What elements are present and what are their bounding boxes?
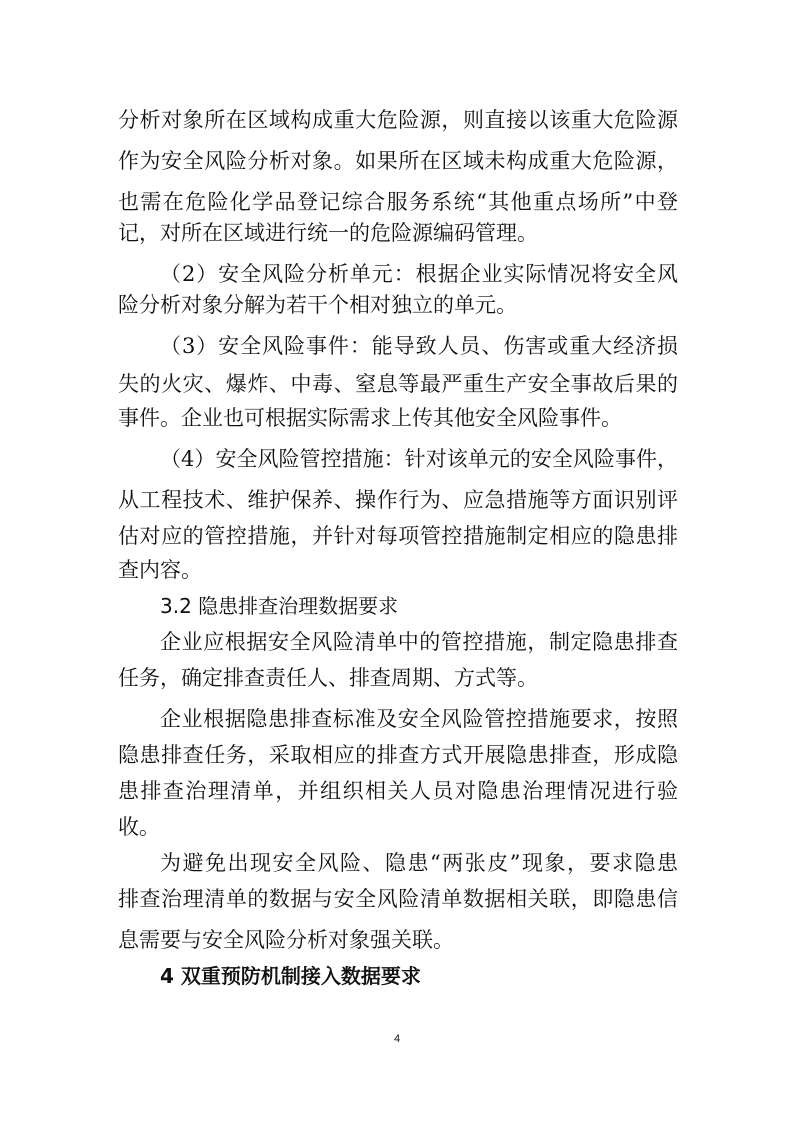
paragraph-line: 作为安全风险分析对象。如果所在区域未构成重大危险源， <box>118 149 678 173</box>
paragraph-line: 患排查治理清单，并组织相关人员对隐患治理情况进行验 <box>118 779 678 803</box>
paragraph-line: （4）安全风险管控措施：针对该单元的安全风险事件， <box>160 447 678 471</box>
paragraph-line: 收。 <box>118 815 160 839</box>
paragraph-line: 隐患排查任务，采取相应的排查方式开展隐患排查，形成隐 <box>118 743 678 767</box>
paragraph-line: 分析对象所在区域构成重大危险源，则直接以该重大危险源 <box>118 108 678 132</box>
paragraph-line: （2）安全风险分析单元：根据企业实际情况将安全风 <box>160 262 678 286</box>
paragraph-line: 息需要与安全风险分析对象强关联。 <box>118 928 454 952</box>
paragraph-line: 排查治理清单的数据与安全风险清单数据相关联，即隐患信 <box>118 887 678 911</box>
paragraph-line: 也需在危险化学品登记综合服务系统“其他重点场所”中登 <box>118 190 678 214</box>
paragraph-line: 任务，确定排查责任人、排查周期、方式等。 <box>118 666 538 690</box>
paragraph-line: 从工程技术、维护保养、操作行为、应急措施等方面识别评 <box>118 488 678 512</box>
paragraph-line: 为避免出现安全风险、隐患“两张皮”现象，要求隐患 <box>160 851 678 875</box>
paragraph-line: 查内容。 <box>118 558 202 582</box>
paragraph-line: 事件。企业也可根据实际需求上传其他安全风险事件。 <box>118 406 622 430</box>
paragraph-line: 估对应的管控措施，并针对每项管控措施制定相应的隐患排 <box>118 524 678 548</box>
section-heading: 4 双重预防机制接入数据要求 <box>160 964 421 988</box>
paragraph-line: 企业根据隐患排查标准及安全风险管控措施要求，按照 <box>160 707 678 731</box>
section-heading: 3.2 隐患排查治理数据要求 <box>160 594 399 618</box>
paragraph-line: （3）安全风险事件：能导致人员、伤害或重大经济损 <box>160 334 678 358</box>
paragraph-line: 企业应根据安全风险清单中的管控措施，制定隐患排查 <box>160 630 678 654</box>
paragraph-line: 失的火灾、爆炸、中毒、窒息等最严重生产安全事故后果的 <box>118 372 678 396</box>
page-number: 4 <box>393 1033 401 1045</box>
paragraph-line: 险分析对象分解为若干个相对独立的单元。 <box>118 293 517 317</box>
paragraph-line: 记，对所在区域进行统一的危险源编码管理。 <box>118 221 538 245</box>
